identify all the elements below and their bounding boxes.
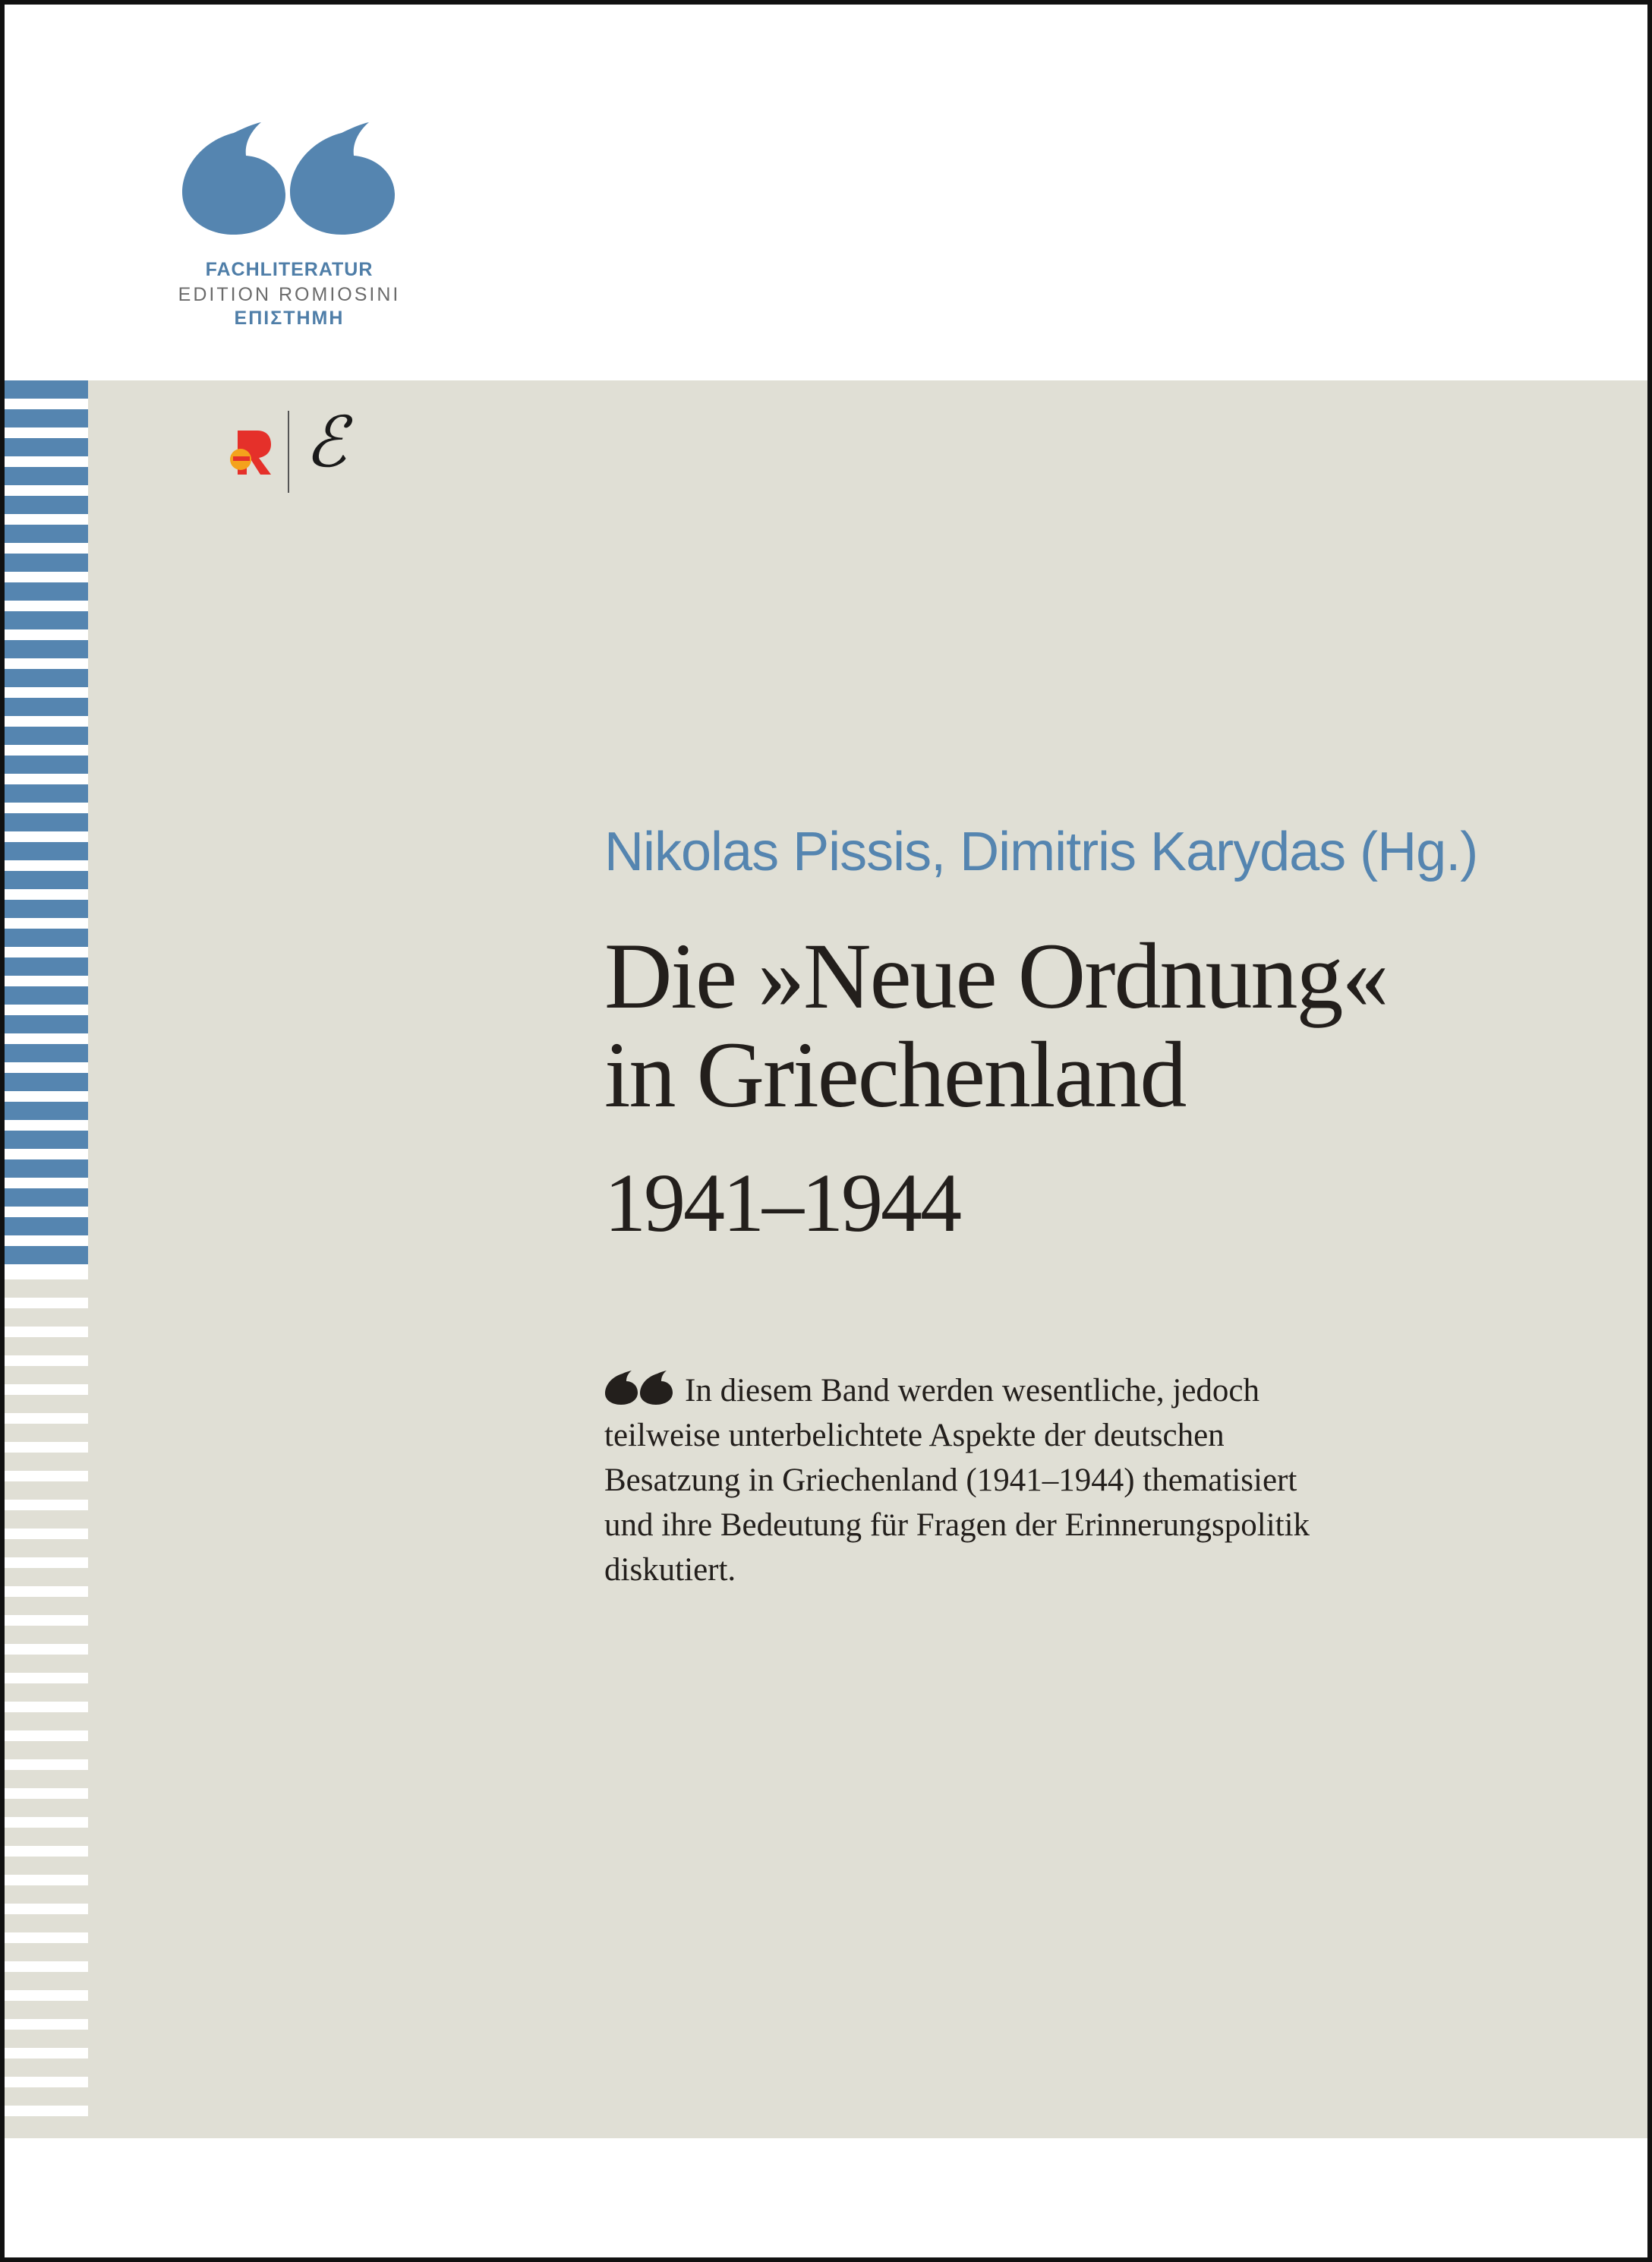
- book-blurb: [604, 1368, 1485, 1592]
- quote-icon: [604, 1368, 674, 1405]
- book-authors: Nikolas Pissis, Dimitris Karydas (Hg.): [604, 822, 1478, 882]
- blurb-line-5: diskutiert.: [604, 1552, 736, 1588]
- book-title-line-1: Die »Neue Ordnung«: [604, 924, 1388, 1028]
- series-label-episteme: ΕΠΙΣΤΗΜΗ: [234, 308, 345, 329]
- series-logo: [172, 107, 407, 335]
- edition-e-logo: ℰ: [304, 402, 347, 483]
- book-title: [604, 924, 1388, 1127]
- publisher-logos: [229, 402, 365, 494]
- blurb-line-2: teilweise unterbelichtete Aspekte der deutschen: [604, 1418, 1225, 1453]
- series-label-fachliteratur: FACHLITERATUR: [205, 259, 374, 280]
- quotation-marks-icon: [179, 107, 399, 240]
- blurb-line-3: Besatzung in Griechenland (1941–1944) thematisiert: [604, 1462, 1297, 1498]
- light-stripe-band: [5, 1269, 88, 2127]
- logo-divider: [288, 411, 289, 493]
- book-years: 1941–1944: [604, 1156, 960, 1249]
- book-title-line-2: in Griechenland: [604, 1023, 1186, 1127]
- blue-stripe-band: [5, 380, 88, 1269]
- series-label-edition: EDITION ROMIOSINI: [178, 284, 401, 305]
- romiosini-r-logo: [229, 426, 274, 479]
- blurb-line-4: und ihre Bedeutung für Fragen der Erinnerungspolitik: [604, 1507, 1310, 1543]
- cover-panel: [5, 380, 1652, 2138]
- blurb-line-1: In diesem Band werden wesentliche, jedoch: [604, 1368, 1485, 1413]
